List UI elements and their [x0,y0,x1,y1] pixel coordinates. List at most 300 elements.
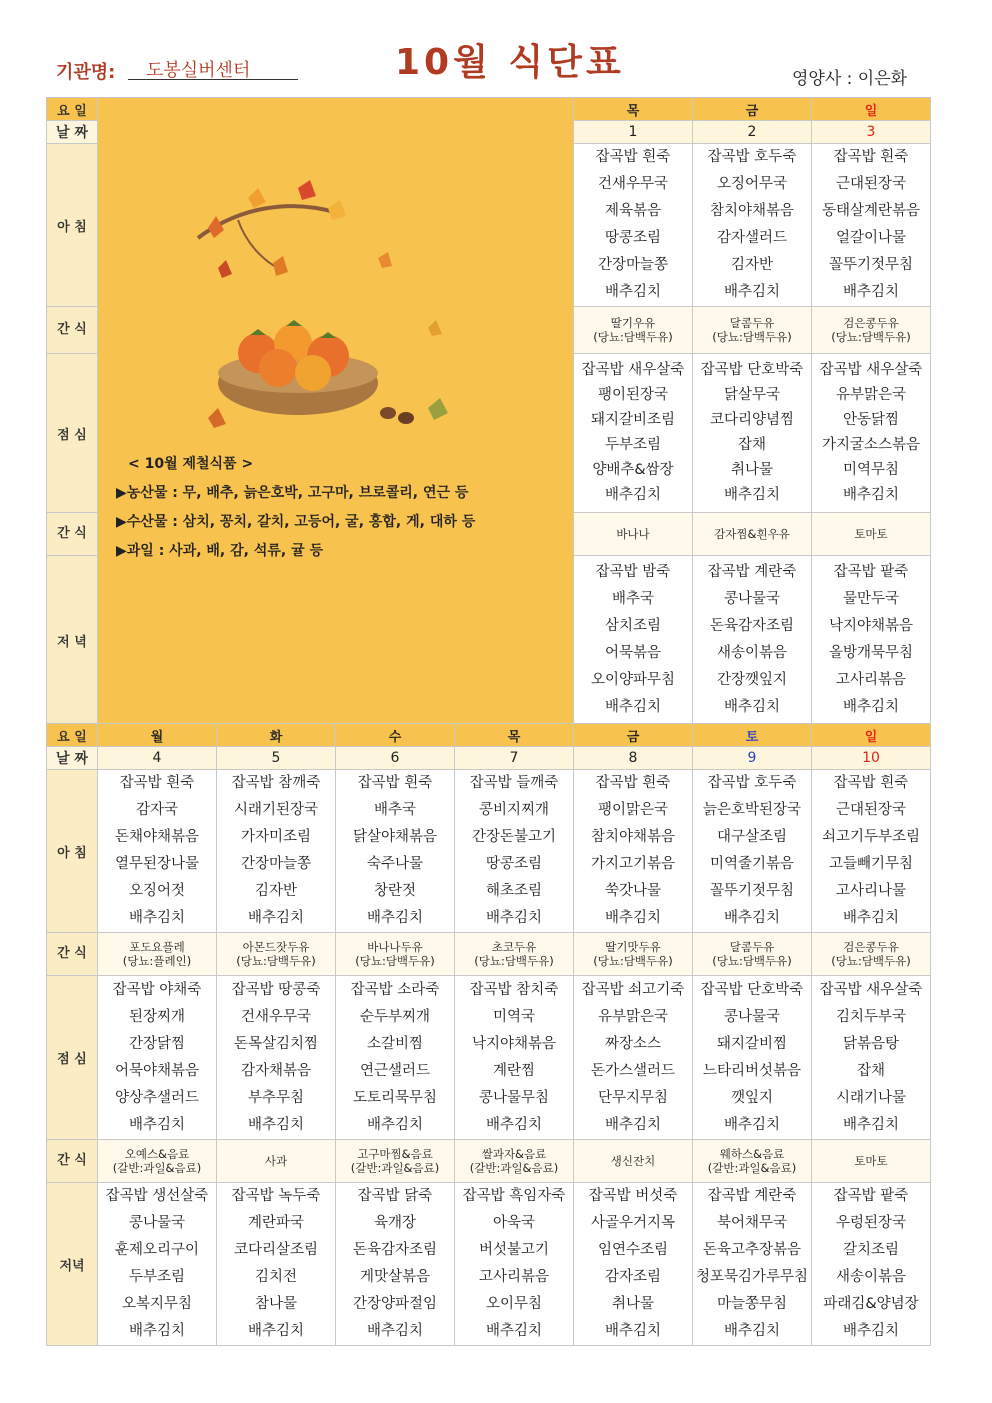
menu-item: 잡곡밥 호두죽 [707,775,797,791]
menu-item: 미역무침 [842,462,900,478]
menu-item: 잡곡밥 들깨죽 [469,775,559,791]
menu-item: 꼴뚜기젓무침 [828,257,914,273]
menu-item: 배추김치 [128,1323,186,1339]
snack-item: 생신잔치 [610,1154,656,1168]
menu-item: 잡곡밥 흰죽 [833,775,909,791]
snack-item: 아몬드잣두유 [242,940,310,954]
menu-item: 김치두부국 [835,1008,907,1025]
menu-item: 버섯불고기 [478,1242,550,1258]
menu-item: 잡곡밥 야채죽 [112,981,202,998]
menu-item: 육개장 [373,1215,417,1231]
dinner-cell [812,556,931,725]
menu-item: 청포묵김가루무침 [695,1269,809,1285]
snack-label: 간 식 [47,1140,98,1183]
snack-item: (갈반:과일&음료) [469,1161,559,1175]
menu-item: 취나물 [730,462,774,478]
menu-item: 닭볶음탕 [842,1035,900,1052]
menu-item: 된장찌개 [128,1008,186,1025]
menu-item: 가지고기볶음 [590,856,676,872]
date-cell: 4 [98,747,217,770]
snack-item: 사과 [264,1154,288,1168]
menu-item: 콩나물무침 [478,1089,550,1106]
snack-item: (당뇨:플레인) [122,954,192,968]
menu-item: 어묵야채볶음 [114,1062,200,1079]
menu-item: 취나물 [611,1296,655,1312]
seasonal-line: ▶농산물 : 무, 배추, 늙은호박, 고구마, 브로콜리, 연근 등 [116,485,469,501]
menu-item: 코다리양념찜 [709,412,795,428]
menu-item: 배추김치 [485,1116,543,1133]
snack-item: (당뇨:담백두유) [831,954,911,968]
lunch-cell [98,976,217,1140]
snack-item: (갈반:과일&음료) [112,1161,202,1175]
menu-item: 잡곡밥 단호박죽 [700,981,804,998]
menu-item: 배추김치 [604,910,662,926]
menu-item: 배추김치 [366,1116,424,1133]
menu-item: 도토리묵무침 [352,1089,438,1106]
menu-item: 창란젓 [373,883,417,899]
dinner-cell [217,1183,336,1346]
snack-cell [217,1140,336,1183]
snack-item: (갈반:과일&음료) [707,1161,797,1175]
day-header: 화 [217,724,336,747]
menu-item: 잡곡밥 밤죽 [595,564,671,580]
week1-menu-table [46,97,931,725]
breakfast-cell [217,770,336,933]
snack-label: 간 식 [47,307,98,354]
menu-item: 배추김치 [604,1323,662,1339]
menu-item: 배추김치 [842,1116,900,1133]
snack-item: (당뇨:담백두유) [236,954,316,968]
day-header: 토 [693,724,812,747]
menu-item: 닭살무국 [723,387,781,403]
menu-item: 잡곡밥 흰죽 [833,149,909,165]
menu-item: 닭살야채볶음 [352,829,438,845]
snack-cell: 바나나 [574,513,693,556]
menu-item: 간장닭찜 [128,1035,186,1052]
menu-item: 땅콩조림 [604,230,662,246]
dinner-label: 저 녁 [47,556,98,725]
snack-cell [812,307,931,354]
snack-item: 달콤두유 [729,940,775,954]
menu-item: 돼지갈비조림 [590,412,676,428]
menu-item: 부추무침 [247,1089,305,1106]
breakfast-label: 아 침 [47,770,98,933]
menu-item: 꼴뚜기젓무침 [709,883,795,899]
menu-item: 고사리볶음 [835,672,907,688]
menu-item: 느타리버섯볶음 [702,1062,802,1079]
menu-item: 잡곡밥 흑임자죽 [462,1188,566,1204]
page-header [0,0,992,95]
menu-item: 잡곡밥 계란죽 [707,1188,797,1204]
lunch-cell [455,976,574,1140]
breakfast-cell [574,770,693,933]
date-cell: 1 [574,121,693,144]
breakfast-cell [812,770,931,933]
menu-item: 삼치조림 [604,618,662,634]
date-cell: 5 [217,747,336,770]
snack-cell [574,307,693,354]
breakfast-label: 아 침 [47,144,98,307]
menu-item: 배추김치 [723,910,781,926]
menu-item: 잡곡밥 쇠고기죽 [581,981,685,998]
menu-item: 잡채 [856,1062,885,1079]
dinner-cell [693,1183,812,1346]
snack-item: 오예스&음료 [124,1147,190,1161]
menu-item: 임연수조림 [597,1242,669,1258]
menu-item: 두부조림 [604,437,662,453]
menu-item: 고사리볶음 [478,1269,550,1285]
date-cell: 10 [812,747,931,770]
menu-item: 가지굴소스볶음 [821,437,921,453]
menu-item: 잡곡밥 흰죽 [595,149,671,165]
date-cell: 8 [574,747,693,770]
date-cell: 2 [693,121,812,144]
snack-cell [693,307,812,354]
menu-item: 배추김치 [842,284,900,300]
snack-cell [693,1140,812,1183]
lunch-cell [812,976,931,1140]
breakfast-cell [693,144,812,307]
menu-item: 제육볶음 [604,203,662,219]
menu-item: 시래기나물 [835,1089,907,1106]
menu-item: 유부맑은국 [835,387,907,403]
menu-item: 북어채무국 [716,1215,788,1231]
breakfast-cell [455,770,574,933]
menu-item: 올방개묵무침 [828,645,914,661]
menu-item: 잡곡밥 땅콩죽 [231,981,321,998]
menu-item: 근대된장국 [835,176,907,192]
dinner-cell [455,1183,574,1346]
menu-item: 계란찜 [492,1062,536,1079]
dinner-cell [574,1183,693,1346]
menu-item: 감자샐러드 [716,230,788,246]
date-cell: 9 [693,747,812,770]
snack-item: 고구마찜&음료 [357,1147,433,1161]
menu-item: 김자반 [730,257,774,273]
menu-item: 참나물 [254,1296,298,1312]
menu-item: 단무지무침 [597,1089,669,1106]
snack-label: 간 식 [47,933,98,976]
lunch-label: 점 심 [47,354,98,513]
breakfast-cell [98,770,217,933]
snack-cell [336,1140,455,1183]
dinner-cell [336,1183,455,1346]
menu-item: 콩나물국 [723,591,781,607]
menu-item: 콩비지찌개 [478,802,550,818]
day-header: 목 [455,724,574,747]
menu-item: 잡곡밥 팥죽 [833,564,909,580]
menu-item: 배추김치 [842,910,900,926]
menu-item: 배추김치 [128,910,186,926]
menu-item: 돈육감자조림 [709,618,795,634]
menu-item: 감자조림 [604,1269,662,1285]
menu-item: 잡곡밥 참치죽 [469,981,559,998]
menu-item: 돈육감자조림 [352,1242,438,1258]
menu-item: 돈목살김치찜 [233,1035,319,1052]
seasonal-foods [116,450,475,566]
org-name: 도봉실버센터 [128,56,298,80]
day-label: 요 일 [47,98,98,121]
menu-item: 해초조림 [485,883,543,899]
snack-item: 검은콩두유 [843,940,899,954]
menu-item: 잡곡밥 버섯죽 [588,1188,678,1204]
menu-item: 오징어젓 [128,883,186,899]
menu-item: 동태살계란볶음 [821,203,921,219]
menu-item: 쑥갓나물 [604,883,662,899]
menu-item: 배추김치 [842,487,900,503]
day-header: 목 [574,98,693,121]
menu-item: 배추김치 [366,1323,424,1339]
menu-item: 아욱국 [492,1215,536,1231]
day-header: 월 [98,724,217,747]
page-title: 10월 식단표 [395,42,625,83]
menu-item: 두부조림 [128,1269,186,1285]
menu-item: 대구살조림 [716,829,788,845]
snack-item: (갈반:과일&음료) [350,1161,440,1175]
menu-item: 콩나물국 [128,1215,186,1231]
menu-item: 오복지무침 [121,1296,193,1312]
snack-cell [455,1140,574,1183]
day-header: 수 [336,724,455,747]
seasonal-line: ▶수산물 : 삼치, 꽁치, 갈치, 고등어, 굴, 홍합, 게, 대하 등 [116,514,476,530]
menu-item: 사골우거지목 [590,1215,676,1231]
menu-item: 배추김치 [128,1116,186,1133]
menu-item: 콩나물국 [723,1008,781,1025]
menu-item: 배추김치 [604,284,662,300]
menu-item: 잡곡밥 새우살죽 [819,362,923,378]
menu-item: 배추김치 [723,1323,781,1339]
breakfast-cell [574,144,693,307]
menu-item: 잡곡밥 녹두죽 [231,1188,321,1204]
menu-item: 숙주나물 [366,856,424,872]
menu-item: 새송이볶음 [835,1269,907,1285]
date-cell-sunday: 3 [812,121,931,144]
snack-item: 토마토 [854,1154,888,1168]
menu-item: 소갈비찜 [366,1035,424,1052]
breakfast-cell [693,770,812,933]
menu-item: 계란파국 [247,1215,305,1231]
lunch-label: 점 심 [47,976,98,1140]
menu-item: 배추김치 [247,1323,305,1339]
snack-item: (당뇨:담백두유) [474,954,554,968]
menu-item: 잡채 [737,437,766,453]
menu-item: 유부맑은국 [597,1008,669,1025]
snack-label: 간 식 [47,513,98,556]
menu-item: 땅콩조림 [485,856,543,872]
menu-item: 배추김치 [842,1323,900,1339]
snack-cell [455,933,574,976]
date-label: 날 짜 [47,747,98,770]
menu-item: 건새우무국 [240,1008,312,1025]
menu-item: 근대된장국 [835,802,907,818]
dinner-label: 저녁 [47,1183,98,1346]
snack-cell [98,1140,217,1183]
snack-cell [693,933,812,976]
snack-cell [574,1140,693,1183]
menu-item: 잡곡밥 생선살죽 [105,1188,209,1204]
snack-cell [574,933,693,976]
snack-cell [217,933,336,976]
day-header: 일 [812,724,931,747]
menu-item: 깻잎지 [730,1089,774,1106]
menu-item: 돈가스샐러드 [590,1062,676,1079]
snack-cell: 감자찜&흰우유 [693,513,812,556]
menu-item: 배추김치 [604,1116,662,1133]
snack-cell [336,933,455,976]
menu-item: 배추김치 [723,699,781,715]
menu-item: 잡곡밥 소라죽 [350,981,440,998]
menu-item: 고사리나물 [835,883,907,899]
menu-item: 배추국 [611,591,655,607]
menu-item: 오이무침 [485,1296,543,1312]
menu-item: 배추김치 [485,910,543,926]
dinner-cell [98,1183,217,1346]
snack-cell [98,933,217,976]
menu-item: 마늘쫑무침 [716,1296,788,1312]
menu-item: 간장마늘쫑 [597,257,669,273]
menu-item: 김자반 [254,883,298,899]
menu-item: 잡곡밥 팥죽 [833,1188,909,1204]
menu-item: 미역줄기볶음 [709,856,795,872]
menu-item: 배추국 [373,802,417,818]
menu-item: 얼갈이나물 [835,230,907,246]
snack-cell: 토마토 [812,513,931,556]
snack-item: (당뇨:담백두유) [712,954,792,968]
seasonal-heading: < 10월 제철식품 > [128,456,254,472]
menu-item: 갈치조림 [842,1242,900,1258]
menu-item: 잡곡밥 흰죽 [357,775,433,791]
lunch-cell [574,354,693,513]
menu-item: 팽이맑은국 [597,802,669,818]
menu-item: 감자채볶음 [240,1062,312,1079]
menu-item: 돈채야채볶음 [114,829,200,845]
menu-item: 순두부찌개 [359,1008,431,1025]
lunch-cell [812,354,931,513]
menu-item: 늙은호박된장국 [702,802,802,818]
dinner-cell [812,1183,931,1346]
menu-item: 잡곡밥 흰죽 [595,775,671,791]
menu-item: 배추김치 [723,1116,781,1133]
date-cell: 6 [336,747,455,770]
menu-item: 열무된장나물 [114,856,200,872]
menu-item: 간장마늘쫑 [240,856,312,872]
menu-item: 잡곡밥 계란죽 [707,564,797,580]
menu-item: 미역국 [492,1008,536,1025]
menu-item: 배추김치 [604,699,662,715]
menu-item: 잡곡밥 닭죽 [357,1188,433,1204]
menu-item: 파래김&양념장 [823,1296,919,1312]
breakfast-cell [336,770,455,933]
dinner-cell [574,556,693,725]
menu-item: 양상추샐러드 [114,1089,200,1106]
snack-item: 초코두유 [491,940,537,954]
date-label: 날 짜 [47,121,98,144]
menu-item: 돼지갈비찜 [716,1035,788,1052]
menu-item: 배추김치 [723,284,781,300]
menu-item: 배추김치 [366,910,424,926]
autumn-persimmon-illustration [178,168,498,478]
menu-item: 우렁된장국 [835,1215,907,1231]
org-label: 기관명: [56,62,116,83]
menu-item: 오징어무국 [716,176,788,192]
menu-item: 안동닭찜 [842,412,900,428]
menu-item: 시래기된장국 [233,802,319,818]
menu-item: 새송이볶음 [716,645,788,661]
snack-item: (당뇨:담백두유) [593,954,673,968]
menu-item: 연근샐러드 [359,1062,431,1079]
snack-item: 포도요플레 [129,940,185,954]
snack-item: (당뇨:담백두유) [831,330,911,344]
day-header-sunday: 일 [812,98,931,121]
day-header: 금 [693,98,812,121]
snack-item: (당뇨:담백두유) [593,330,673,344]
menu-item: 잡곡밥 새우살죽 [819,981,923,998]
menu-item: 오이양파무침 [590,672,676,688]
menu-item: 간장돈불고기 [471,829,557,845]
menu-item: 팽이된장국 [597,387,669,403]
snack-item: (당뇨:담백두유) [712,330,792,344]
snack-item: (당뇨:담백두유) [355,954,435,968]
day-header: 금 [574,724,693,747]
menu-item: 잡곡밥 참깨죽 [231,775,321,791]
menu-item: 양배추&쌈장 [592,462,674,478]
menu-item: 참치야채볶음 [709,203,795,219]
menu-item: 배추김치 [485,1323,543,1339]
day-label: 요 일 [47,724,98,747]
menu-item: 배추김치 [247,1116,305,1133]
snack-cell [812,1140,931,1183]
menu-item: 배추김치 [842,699,900,715]
dietitian: 영양사 : 이은화 [792,69,908,89]
menu-item: 짜장소스 [604,1035,662,1052]
menu-item: 낙지야채볶음 [471,1035,557,1052]
menu-item: 잡곡밥 새우살죽 [581,362,685,378]
lunch-cell [336,976,455,1140]
snack-item: 딸기우유 [610,316,656,330]
menu-item: 건새우무국 [597,176,669,192]
menu-item: 코다리살조림 [233,1242,319,1258]
snack-item: 달콤두유 [729,316,775,330]
menu-item: 잡곡밥 흰죽 [119,775,195,791]
seasonal-panel [98,98,574,725]
menu-item: 어묵볶음 [604,645,662,661]
menu-item: 배추김치 [247,910,305,926]
lunch-cell [217,976,336,1140]
menu-item: 훈제오리구이 [114,1242,200,1258]
snack-item: 웨하스&음료 [719,1147,785,1161]
snack-item: 검은콩두유 [843,316,899,330]
menu-item: 간장깻잎지 [716,672,788,688]
lunch-cell [574,976,693,1140]
menu-item: 물만두국 [842,591,900,607]
menu-item: 잡곡밥 단호박죽 [700,362,804,378]
lunch-cell [693,976,812,1140]
snack-item: 쌀과자&음료 [481,1147,547,1161]
menu-item: 돈육고추장볶음 [702,1242,802,1258]
snack-item: 딸기맛두유 [605,940,661,954]
menu-item: 배추김치 [604,487,662,503]
menu-item: 배추김치 [723,487,781,503]
menu-item: 간장양파절임 [352,1296,438,1312]
week2-menu-table [46,723,931,1346]
lunch-cell [693,354,812,513]
menu-item: 잡곡밥 호두죽 [707,149,797,165]
menu-item: 김치전 [254,1269,298,1285]
dinner-cell [693,556,812,725]
menu-item: 감자국 [135,802,179,818]
snack-cell [812,933,931,976]
menu-item: 참치야채볶음 [590,829,676,845]
